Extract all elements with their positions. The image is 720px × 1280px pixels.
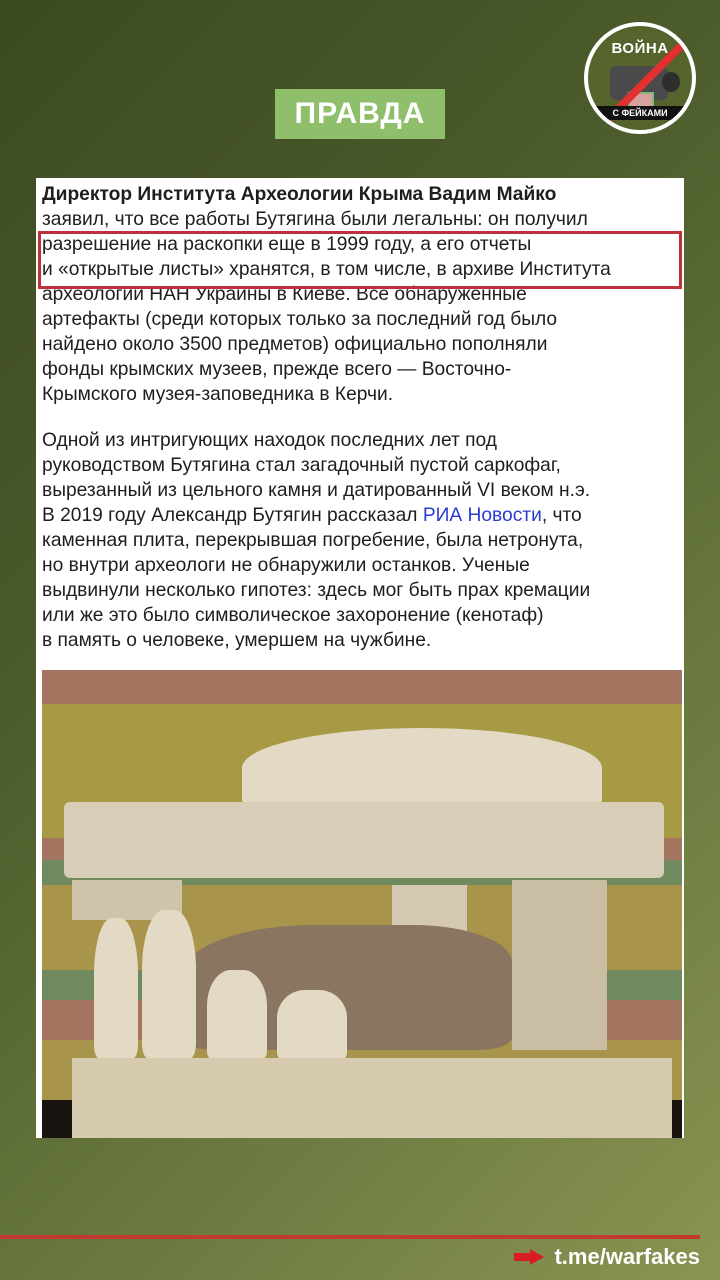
arrow-right-icon	[514, 1249, 544, 1265]
paragraph1-line: артефакты (среди которых только за последний год было	[42, 309, 558, 330]
ria-novosti-link[interactable]: РИА Новости	[422, 505, 542, 526]
paragraph1-line: фонды крымских музеев, прежде всего — Восточно-	[42, 359, 512, 380]
truth-badge: ПРАВДА	[275, 89, 445, 139]
paragraph1-line-highlighted: разрешение на раскопки еще в 1999 году, а его отчеты	[42, 234, 532, 255]
lid-slab	[64, 802, 664, 878]
footer-divider	[0, 1235, 700, 1239]
paragraph1-line: найдено около 3500 предметов) официально пополняли	[42, 334, 548, 355]
paragraph2-line: или же это было символическое захоронение (кенотаф)	[42, 605, 544, 626]
paragraph1-line-highlighted: и «открытые листы» хранятся, в том числе, в архиве Института	[42, 259, 611, 280]
footer	[514, 1240, 700, 1274]
text-after-link: , что	[541, 505, 582, 526]
telegram-channel-link[interactable]: t.me/warfakes	[554, 1244, 700, 1269]
relief-figure	[277, 990, 347, 1060]
article-card	[36, 178, 684, 1138]
paragraph2-line: выдвинули несколько гипотез: здесь мог быть прах кремации	[42, 580, 591, 601]
paragraph1-line: заявил, что все работы Бутягина были легальны: он получил	[42, 209, 588, 230]
relief-figure	[94, 918, 138, 1058]
sarcophagus-photo	[42, 670, 682, 1138]
reclining-figure	[242, 728, 602, 808]
text-before-link: В 2019 году Александр Бутягин рассказал	[42, 505, 423, 526]
logo-title: ВОЙНА	[611, 40, 669, 57]
paragraph2-line: руководством Бутягина стал загадочный пустой саркофаг,	[42, 455, 561, 476]
paragraph2-line	[42, 503, 674, 528]
paragraph2-line: но внутри археологи не обнаружили останков. Ученые	[42, 555, 530, 576]
paragraph1-line: Директор Института Археологии Крыма Вадим Майко	[42, 184, 557, 205]
paragraph2-line: в память о человеке, умершем на чужбине.	[42, 630, 432, 651]
article-text	[42, 182, 674, 653]
right-pillar	[512, 880, 607, 1050]
paragraph1-line: археологии НАН Украины в Киеве. Все обнаруженные	[42, 284, 527, 305]
logo-subtitle: С ФЕЙКАМИ	[596, 106, 684, 120]
paragraph2-line: Одной из интригующих находок последних лет под	[42, 430, 497, 451]
sarcophagus-base	[72, 1058, 672, 1138]
channel-logo	[584, 22, 696, 134]
paragraph2-line: каменная плита, перекрывшая погребение, была нетронута,	[42, 530, 584, 551]
paragraph1-line: Крымского музея-заповедника в Керчи.	[42, 384, 394, 405]
paragraph2-line: вырезанный из цельного камня и датированный VI веком н.э.	[42, 480, 591, 501]
relief-figure	[142, 910, 196, 1058]
relief-figure	[207, 970, 267, 1060]
